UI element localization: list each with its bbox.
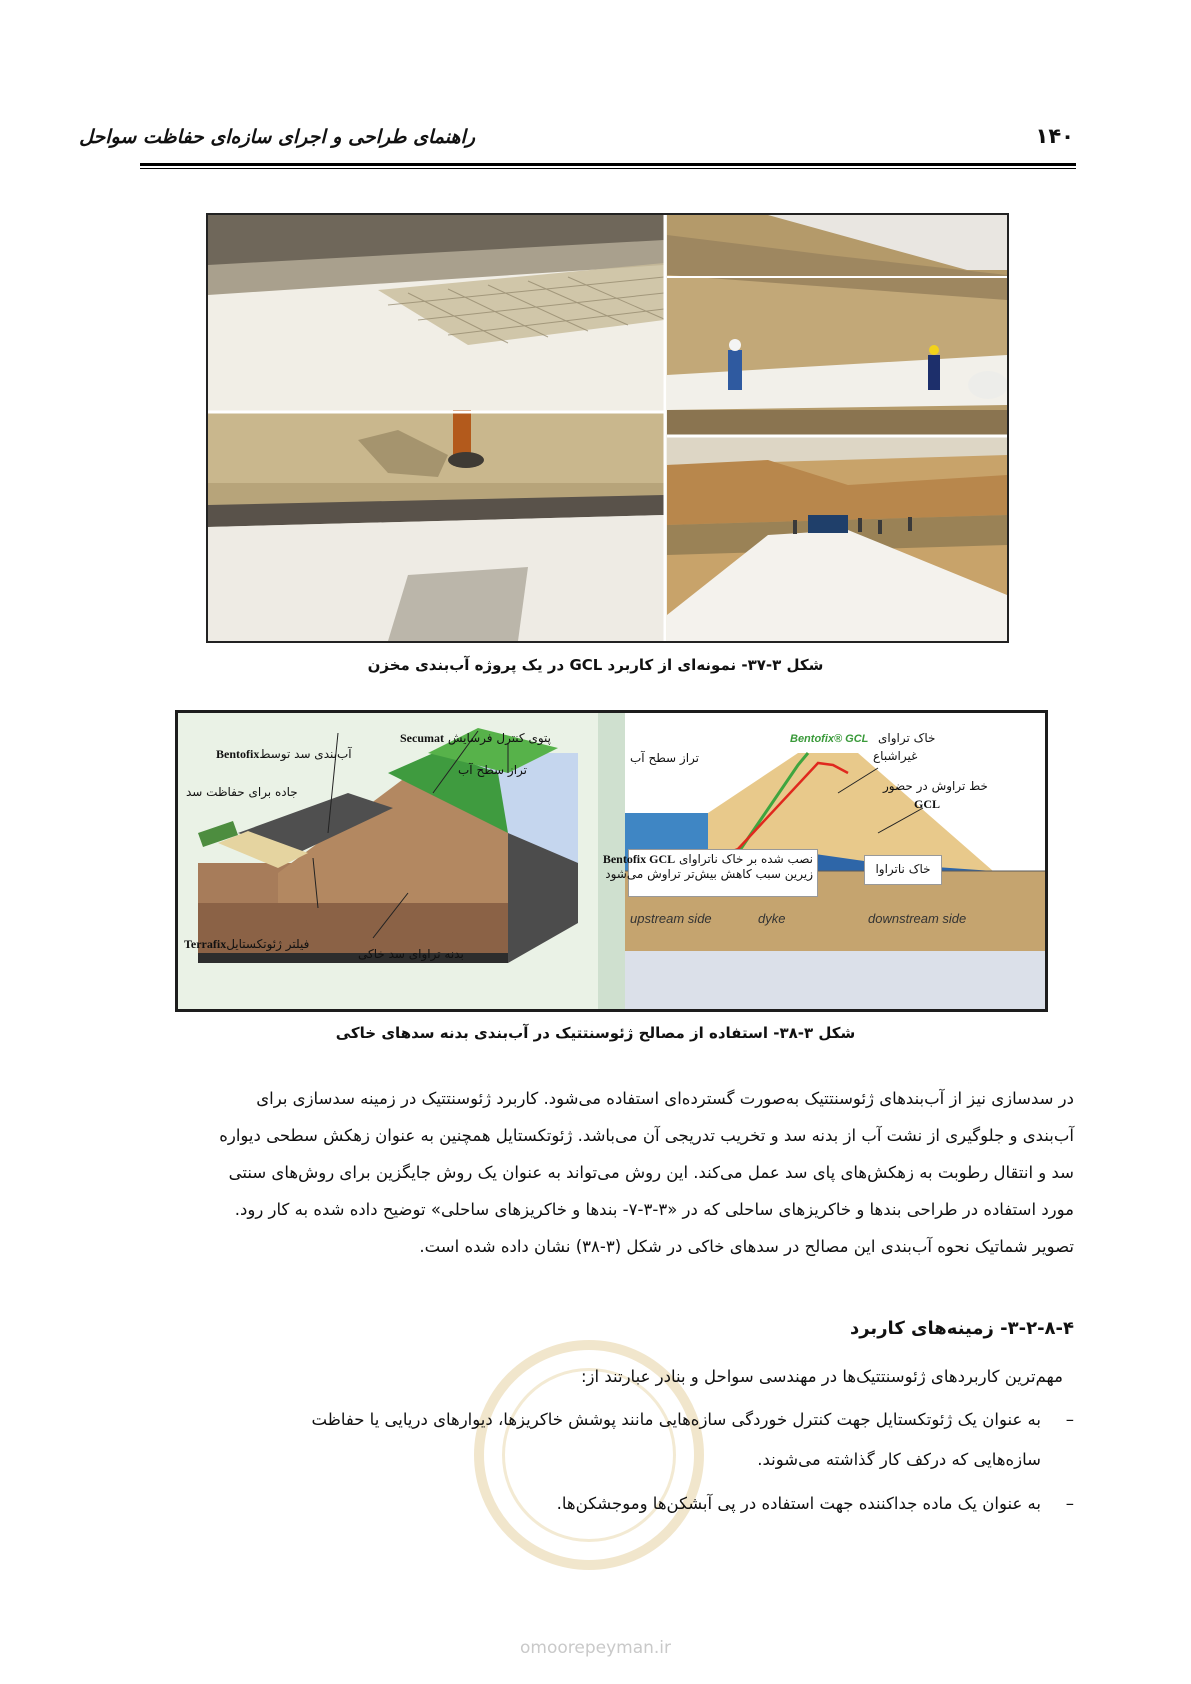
label-water-level-right: تراز سطح آب — [630, 751, 699, 765]
figure-gcl-photos — [206, 213, 1009, 643]
label-permeable-soil: خاک تراوای — [878, 731, 936, 745]
header-rule — [140, 163, 1076, 166]
page-number: ۱۴۰ — [1035, 124, 1074, 148]
label-erosion-blanket: پتوی کنترل فرسایش Secumat — [400, 731, 552, 745]
running-header-title: راهنمای طراحی و اجرای سازه‌ای حفاظت سواحل — [79, 126, 475, 148]
photo-slope-workers — [667, 215, 1007, 435]
label-water-level-left: تراز سطح آب — [458, 763, 527, 777]
label-impermeable-soil: خاک ناتراوا — [864, 855, 942, 885]
figure-dam-sealing — [175, 710, 1048, 1012]
photo-trench-detail — [208, 410, 664, 641]
label-dam-body: بدنه تراوای سد خاکی — [358, 947, 464, 961]
label-geotextile-filter: فیلتر ژئوتکستایلTerrafix — [184, 937, 310, 951]
paragraph-line: تصویر شماتیک نحوه آب‌بندی این مصالح در سدهای خاکی در شکل (۳-۳۸) نشان داده شده است. — [419, 1237, 1074, 1256]
watermark-seal-inner — [502, 1368, 676, 1542]
figure-1-caption: شکل ۳-۳۷- نمونه‌ای از کاربرد GCL در یک پروژه آب‌بندی مخزن — [367, 656, 824, 674]
bullet-1-line-2: سازه‌هایی که درکف کار گذاشته می‌شوند. — [757, 1450, 1041, 1469]
label-seepage-line: خط تراوش در حضور — [883, 779, 988, 793]
body-paragraph — [124, 1080, 1074, 1265]
label-gcl: GCL — [914, 797, 941, 811]
label-installed-gcl-box: نصب شده بر خاک ناتراوای Bentofix GCL زیرین سبب کاهش بیش‌تر تراوش می‌شود — [628, 849, 818, 897]
header-rule-thin — [140, 168, 1076, 169]
figure-2-caption: شکل ۳-۳۸- استفاده از مصالح ژئوسنتتیک در آب‌بندی بدنه سدهای خاکی — [335, 1024, 856, 1042]
label-unsaturated: غیراشباع — [873, 749, 918, 763]
paragraph-line: مورد استفاده در طراحی بندها و خاکریزهای ساحلی که در «۳-۳-۷- بندها و خاکریزهای ساحلی» توضیح داده شده به کار رود. — [234, 1200, 1074, 1219]
paragraph-line: آب‌بندی و جلوگیری از نشت آب از بدنه سد و تخریب تدریجی آن می‌باشد. ژئوتکستایل همچنین به عنوان زهکش سطحی دیواره — [219, 1126, 1074, 1145]
label-bentofix-gcl: Bentofix® GCL — [790, 733, 869, 745]
label-upstream: upstream side — [630, 911, 712, 926]
photo-collage — [208, 215, 1007, 641]
intro-line: مهم‌ترین کاربردهای ژئوسنتتیک‌ها در مهندسی سواحل و بنادر عبارتند از: — [581, 1367, 1063, 1386]
photo-geotextile-field — [208, 215, 664, 411]
section-heading: ۳-۲-۸-۴- زمینه‌های کاربرد — [850, 1318, 1074, 1339]
label-dyke: dyke — [758, 911, 786, 926]
paragraph-line: در سدسازی نیز از آب‌بندهای ژئوسنتتیک به‌صورت گسترده‌ای استفاده می‌شود. کاربرد ژئوسنتتیک در زمینه سدسازی برای — [256, 1089, 1074, 1108]
bullet-1-line-1: به عنوان یک ژئوتکستایل جهت کنترل خوردگی سازه‌هایی مانند پوشش خاکریزها، دیوارهای دریایی یا حفاظت — [311, 1410, 1041, 1429]
label-road: جاده برای حفاظت سد — [186, 785, 298, 799]
label-bentofix-sealing: آب‌بندی سد توسطBentofix — [216, 747, 352, 761]
bullet-2-line-1: به عنوان یک ماده جداکننده جهت استفاده در پی آبشکن‌ها وموجشکن‌ها. — [556, 1494, 1041, 1513]
label-downstream: downstream side — [868, 911, 967, 926]
photo-liner-installation — [667, 437, 1007, 641]
watermark-url: omoorepeyman.ir — [519, 1638, 672, 1658]
bullet-dash: – — [1065, 1410, 1074, 1429]
bullet-dash: – — [1065, 1494, 1074, 1513]
paragraph-line: سد و انتقال رطوبت به زهکش‌های پای سد عمل می‌کند. این روش می‌تواند به عنوان یک روش جایگزین برای روش‌های سنتی — [228, 1163, 1074, 1182]
